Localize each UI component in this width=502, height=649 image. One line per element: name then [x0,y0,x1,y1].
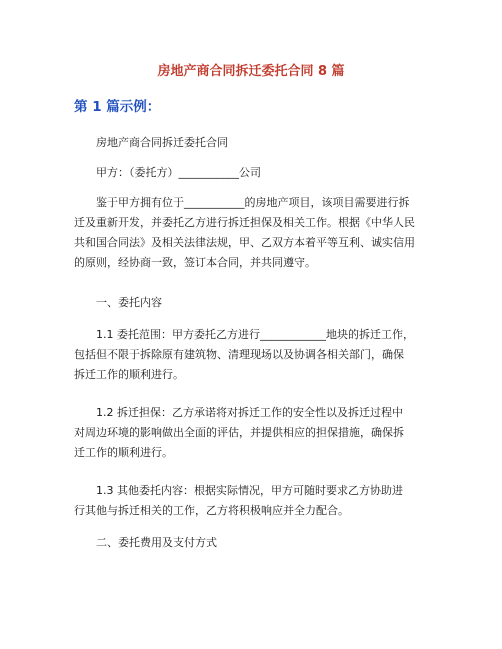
preamble-line: 的原则，经协商一致，签订本合同，并共同遵守。 [74,256,316,269]
preamble-line: 鉴于甲方拥有位于___________的房地产项目，该项目需要进行拆 [96,196,410,209]
clause-1-2-line: 1.2 拆迁担保：乙方承诺将对拆迁工作的安全性以及拆迁过程中 [96,406,403,419]
clause-heading-2: 二、委托费用及支付方式 [96,536,217,549]
clause-1-3-line: 1.3 其他委托内容：根据实际情况，甲方可随时要求乙方协助进 [96,484,403,497]
contract-title: 房地产商合同拆迁委托合同 [96,136,228,149]
preamble-line: 迁及重新开发，并委托乙方进行拆迁担保及相关工作。根据《中华人民 [74,216,415,229]
document-title: 房地产商合同拆迁委托合同 8 篇 [157,64,345,79]
heading-2-paragraph [74,533,444,553]
clause-1-3-line: 行其他与拆迁相关的工作，乙方将积极响应并全力配合。 [74,504,349,517]
section-heading: 第 1 篇示例： [74,99,161,115]
clause-1-1-line: 拆迁工作的顺利进行。 [74,368,184,381]
clause-1-1-line: 包括但不限于拆除原有建筑物、清理现场以及协调各相关部门，确保 [74,348,404,361]
clause-1-3-paragraph [74,481,444,521]
clause-1-2-line: 对周边环境的影响做出全面的评估，并提供相应的担保措施，确保拆 [74,426,404,439]
party-a-line: 甲方：（委托方）___________公司 [96,166,261,179]
heading-1-paragraph [74,293,444,313]
clause-heading-1: 一、委托内容 [96,296,162,309]
preamble-line: 共和国合同法》及相关法律法规，甲、乙双方本着平等互利、诚实信用 [74,236,415,249]
clause-1-1-paragraph [74,325,444,385]
party-a-paragraph [74,163,444,183]
clause-1-2-line: 迁工作的顺利进行。 [74,446,173,459]
clause-1-1-line: 1.1 委托范围：甲方委托乙方进行____________地块的拆迁工作， [96,328,414,341]
contract-title-paragraph [74,133,444,153]
preamble-paragraph [74,193,444,273]
clause-1-2-paragraph [74,403,444,463]
